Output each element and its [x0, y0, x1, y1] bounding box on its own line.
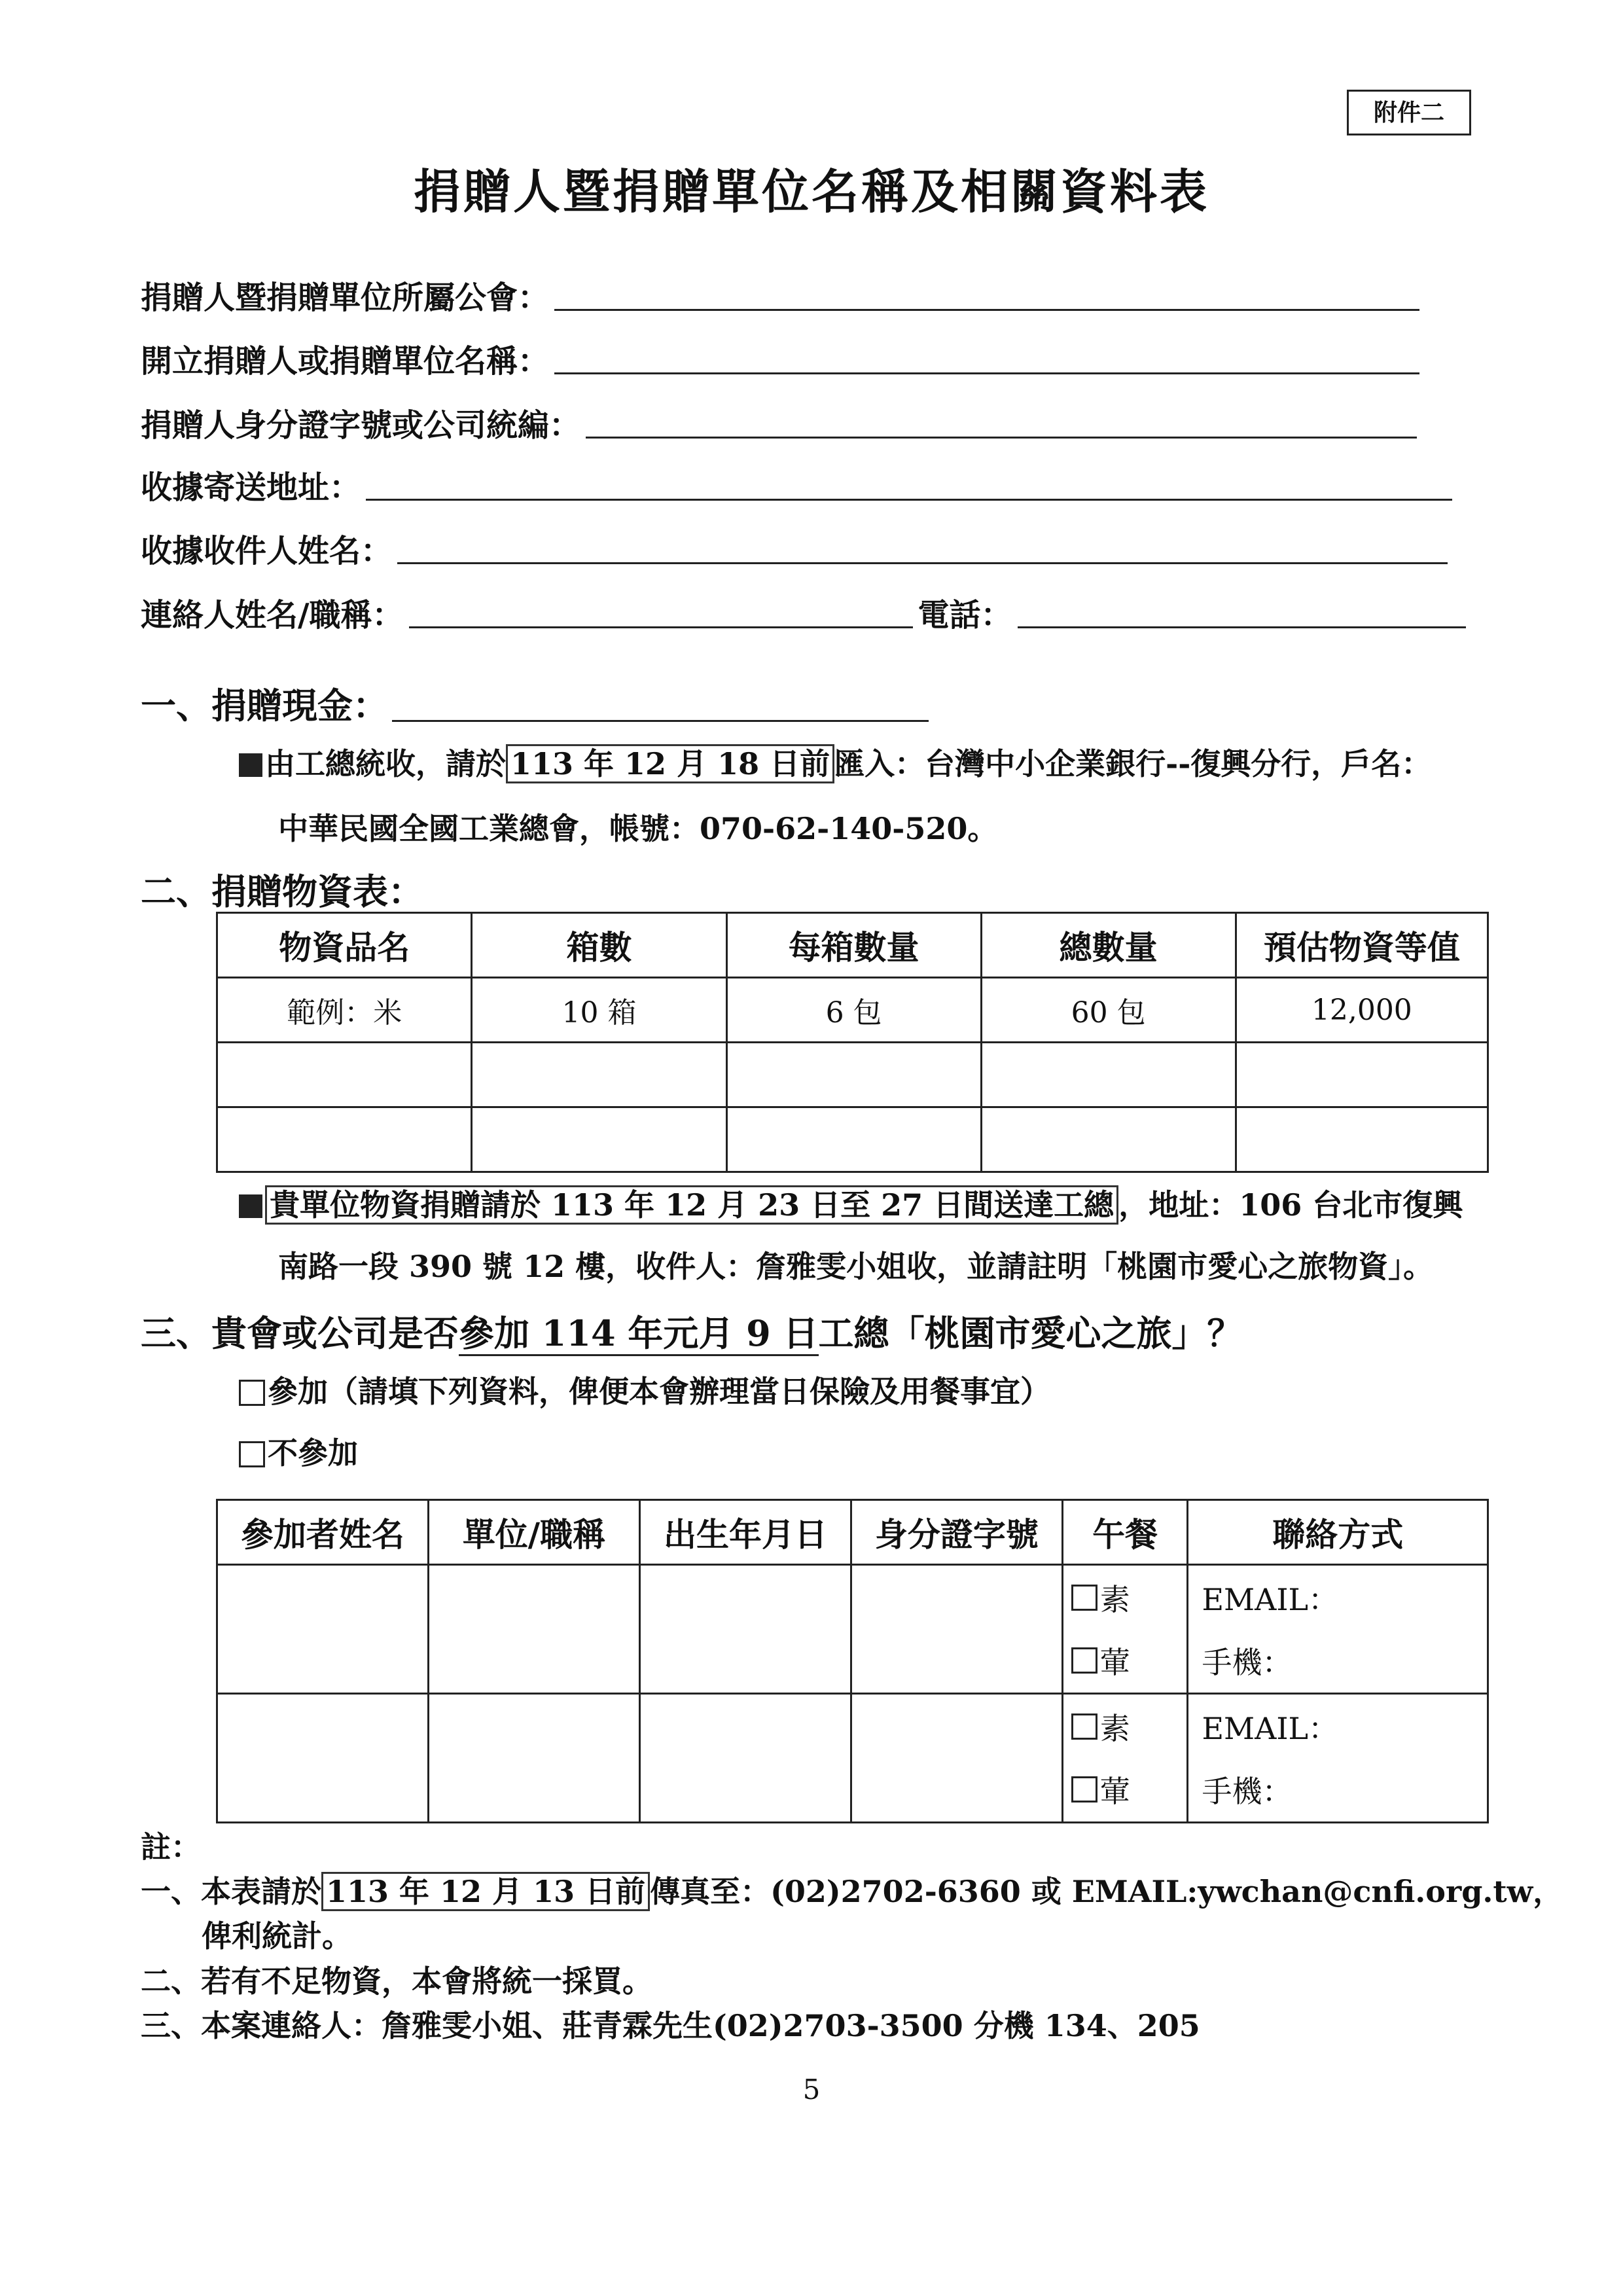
field-donor-name-input[interactable] — [554, 370, 1419, 374]
contact-email[interactable]: EMAIL： — [1202, 1711, 1339, 1746]
page-title: 捐贈人暨捐贈單位名稱及相關資料表 — [413, 164, 1209, 219]
lunch-veg-option[interactable] — [1063, 1695, 1187, 1758]
section2-note-box: 貴單位物資捐贈請於 113 年 12 月 23 日至 27 日間送達工總 — [265, 1185, 1118, 1225]
field-union — [141, 278, 1419, 317]
goods-header-item: 物資品名 — [217, 913, 472, 978]
field-receipt-address-label: 收據寄送地址： — [141, 469, 361, 506]
goods-cell[interactable] — [217, 1107, 472, 1172]
cash-amount-input[interactable] — [392, 717, 929, 722]
field-contact — [141, 596, 1466, 635]
participant-cell[interactable] — [428, 1565, 639, 1694]
section1-heading: 一、捐贈現金： — [141, 685, 388, 726]
participant-cell[interactable] — [217, 1565, 429, 1694]
goods-table — [216, 912, 1489, 1173]
table-row — [217, 1043, 1488, 1107]
section3-heading-post: 工總「桃園市愛心之旅」？ — [818, 1312, 1243, 1354]
lunch-meat-label: 葷 — [1099, 1645, 1130, 1680]
note-3: 三、本案連絡人：詹雅雯小姐、莊青霖先生(02)2703-3500 分機 134、205 — [141, 2008, 1200, 2043]
field-donor-name — [141, 342, 1419, 381]
section1-heading-row — [141, 678, 929, 728]
field-phone-input[interactable] — [1018, 624, 1466, 628]
lunch-cell — [1062, 1565, 1188, 1694]
contact-cell — [1188, 1565, 1488, 1694]
note-2: 二、若有不足物資，本會將統一採買。 — [141, 1964, 652, 1999]
note-1-pre: 一、本表請於 — [141, 1874, 321, 1909]
note-1-line1 — [141, 1871, 1563, 1912]
table-row — [217, 1565, 1488, 1694]
lunch-meat-option[interactable] — [1063, 1629, 1187, 1692]
section2-heading: 二、捐贈物資表： — [141, 870, 423, 912]
contact-mobile[interactable]: 手機： — [1202, 1645, 1293, 1680]
section3-heading-date: 參加 114 年元月 9 日 — [459, 1312, 819, 1356]
section2-note-line2: 南路一段 390 號 12 樓，收件人：詹雅雯小姐收，並請註明「桃園市愛心之旅物資」。 — [278, 1249, 1434, 1284]
lunch-veg-label: 素 — [1099, 1582, 1130, 1617]
section1-deadline: 113 年 12 月 18 日前 — [506, 744, 834, 783]
participants-header-id: 身分證字號 — [851, 1500, 1062, 1565]
goods-cell[interactable]: 12,000 — [1236, 978, 1488, 1043]
section2-note-post: ，地址：106 台北市復興 — [1118, 1187, 1463, 1223]
meat-checkbox[interactable] — [1071, 1647, 1097, 1674]
participants-table-header — [217, 1500, 1488, 1565]
field-donor-id — [141, 406, 1417, 445]
goods-header-per-box: 每箱數量 — [726, 913, 981, 978]
participants-header-lunch: 午餐 — [1062, 1500, 1188, 1565]
goods-cell[interactable] — [981, 1107, 1236, 1172]
table-row — [217, 1107, 1488, 1172]
field-contact-input[interactable] — [409, 624, 913, 628]
attachment-label: 附件二 — [1347, 90, 1471, 135]
lunch-veg-label: 素 — [1099, 1711, 1130, 1746]
page-number: 5 — [802, 2073, 821, 2106]
participant-cell[interactable] — [640, 1694, 851, 1823]
note-1-deadline: 113 年 12 月 13 日前 — [321, 1872, 650, 1911]
lunch-veg-option[interactable] — [1063, 1566, 1187, 1629]
field-receipt-recipient — [141, 531, 1448, 571]
goods-cell[interactable] — [1236, 1043, 1488, 1107]
bullet-square-icon — [239, 1194, 262, 1218]
table-row — [217, 978, 1488, 1043]
veg-checkbox[interactable] — [1071, 1585, 1097, 1611]
field-union-input[interactable] — [554, 306, 1419, 311]
field-receipt-recipient-label: 收據收件人姓名： — [141, 533, 393, 569]
section1-line1-pre: 由工總統收，請於 — [265, 746, 506, 781]
option-not-attend[interactable] — [239, 1433, 358, 1473]
bullet-square-icon — [239, 753, 262, 777]
note-1-line2: 俾利統計。 — [202, 1918, 352, 1954]
goods-cell[interactable]: 60 包 — [981, 978, 1236, 1043]
goods-header-boxes: 箱數 — [472, 913, 726, 978]
field-phone-label: 電話： — [918, 597, 1012, 634]
veg-checkbox[interactable] — [1071, 1713, 1097, 1740]
section2-note-line1 — [239, 1185, 1463, 1225]
participant-cell[interactable] — [640, 1565, 851, 1694]
participants-header-title: 單位/職稱 — [428, 1500, 639, 1565]
attend-checkbox[interactable] — [239, 1380, 265, 1406]
goods-cell[interactable] — [217, 1043, 472, 1107]
goods-cell[interactable] — [472, 1043, 726, 1107]
participants-header-birth: 出生年月日 — [640, 1500, 851, 1565]
field-donor-id-label: 捐贈人身分證字號或公司統編： — [141, 407, 581, 444]
contact-email[interactable]: EMAIL： — [1202, 1582, 1339, 1617]
goods-cell[interactable] — [981, 1043, 1236, 1107]
field-receipt-recipient-input[interactable] — [397, 560, 1448, 564]
field-receipt-address-input[interactable] — [366, 496, 1452, 501]
lunch-cell — [1062, 1694, 1188, 1823]
section1-line2: 中華民國全國工業總會，帳號：070-62-140-520。 — [278, 811, 998, 846]
goods-cell[interactable]: 6 包 — [726, 978, 981, 1043]
goods-cell[interactable]: 範例：米 — [217, 978, 472, 1043]
lunch-meat-label: 葷 — [1099, 1774, 1130, 1809]
field-receipt-address — [141, 468, 1452, 507]
meat-checkbox[interactable] — [1071, 1776, 1097, 1803]
goods-cell[interactable] — [726, 1107, 981, 1172]
contact-mobile[interactable]: 手機： — [1202, 1774, 1293, 1809]
participant-cell[interactable] — [428, 1694, 639, 1823]
participant-cell[interactable] — [851, 1565, 1062, 1694]
goods-cell[interactable]: 10 箱 — [472, 978, 726, 1043]
goods-cell[interactable] — [726, 1043, 981, 1107]
goods-cell[interactable] — [1236, 1107, 1488, 1172]
participants-header-name: 參加者姓名 — [217, 1500, 429, 1565]
goods-header-value: 預估物資等值 — [1236, 913, 1488, 978]
participants-header-contact: 聯絡方式 — [1188, 1500, 1488, 1565]
section1-line1-post: 匯入：台灣中小企業銀行--復興分行，戶名： — [834, 746, 1432, 781]
note-1-post: 傳真至：(02)2702-6360 或 EMAIL:ywchan@cnfi.org.tw， — [650, 1874, 1563, 1909]
lunch-meat-option[interactable] — [1063, 1758, 1187, 1821]
goods-cell[interactable] — [472, 1107, 726, 1172]
section1-line1 — [239, 744, 1431, 783]
field-donor-name-label: 開立捐贈人或捐贈單位名稱： — [141, 343, 550, 380]
field-donor-id-input[interactable] — [586, 434, 1417, 439]
table-row — [217, 1694, 1488, 1823]
not-attend-checkbox[interactable] — [239, 1441, 265, 1467]
field-contact-label: 連絡人姓名/職稱： — [141, 597, 404, 634]
option-not-attend-label: 不參加 — [268, 1435, 358, 1471]
section3-heading-pre: 三、貴會或公司是否 — [141, 1312, 459, 1354]
option-attend-label: 參加（請填下列資料，俾便本會辦理當日保險及用餐事宜） — [268, 1374, 1050, 1409]
goods-table-header — [217, 913, 1488, 978]
goods-header-total: 總數量 — [981, 913, 1236, 978]
section3-heading — [141, 1306, 1243, 1356]
contact-cell — [1188, 1694, 1488, 1823]
participant-cell[interactable] — [217, 1694, 429, 1823]
participant-cell[interactable] — [851, 1694, 1062, 1823]
notes-label: 註： — [141, 1829, 201, 1865]
participants-table — [216, 1499, 1489, 1823]
field-union-label: 捐贈人暨捐贈單位所屬公會： — [141, 279, 550, 316]
option-attend[interactable] — [239, 1372, 1050, 1411]
